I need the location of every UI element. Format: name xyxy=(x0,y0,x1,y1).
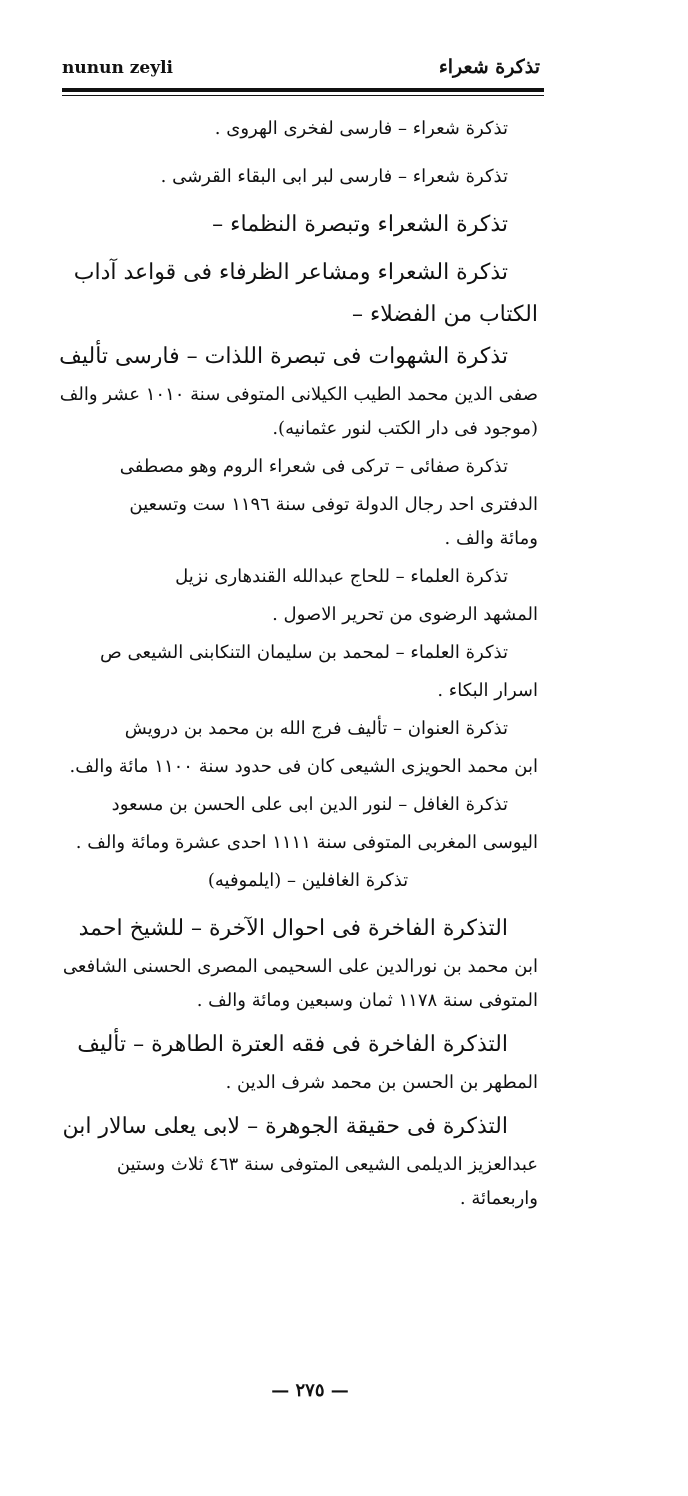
header-rule-thin xyxy=(62,95,544,96)
entries-list xyxy=(59,108,538,1216)
entry-line: تذكرة الشعراء وتبصرة النظماء – xyxy=(212,212,508,237)
entry-line: التذكرة فى حقيقة الجوهرة – لابى يعلى سالار ابن xyxy=(62,1114,508,1139)
entry-line: تذكرة الشعراء ومشاعر الظرفاء فى قواعد آداب xyxy=(73,260,508,285)
entry-line: تذكرة شعراء – فارسى لبر ابى البقاء القرشى . xyxy=(160,166,508,187)
page-number: — ٢٧٥ — xyxy=(271,1380,349,1401)
header-rule xyxy=(62,88,544,92)
entry-line: التذكرة الفاخرة فى فقه العترة الطاهرة – تأليف xyxy=(77,1032,508,1057)
entry-line: التذكرة الفاخرة فى احوال الآخرة – للشيخ احمد xyxy=(78,916,508,941)
entry-line: الكتاب من الفضلاء – xyxy=(351,302,538,327)
entry-line: تذكرة الغافل – لنور الدين ابى على الحسن بن مسعود xyxy=(111,794,508,815)
entry-line: تذكرة العلماء – لمحمد بن سليمان التنكابنى الشيعى ص xyxy=(100,642,508,663)
entry-line: المتوفى سنة ١١٧٨ ثمان وسبعين ومائة والف . xyxy=(196,990,538,1011)
entry-line: المشهد الرضوى من تحرير الاصول . xyxy=(272,604,538,625)
entry-line: اليوسى المغربى المتوفى سنة ١١١١ احدى عشرة ومائة والف . xyxy=(75,832,538,853)
entry-line: تذكرة العنوان – تأليف فرج الله بن محمد بن درويش xyxy=(124,718,508,739)
entry-line: ابن محمد الحويزى الشيعى كان فى حدود سنة ١١٠٠ مائة والف. xyxy=(69,756,538,777)
entry-line: تذكرة الغافلين – (ايلموفيه) xyxy=(207,870,409,891)
header-right-title: تذكرة شعراء xyxy=(438,56,540,78)
entry-line: ومائة والف . xyxy=(444,528,538,549)
entry-line: تذكرة صفائى – تركى فى شعراء الروم وهو مصطفى xyxy=(119,456,508,477)
entry-line: (موجود فى دار الكتب لنور عثمانيه). xyxy=(272,418,538,439)
entry-line: الدفترى احد رجال الدولة توفى سنة ١١٩٦ ست وتسعين xyxy=(129,494,538,515)
entry-line: تذكرة العلماء – للحاج عبدالله القندهارى نزيل xyxy=(175,566,508,587)
entry-line: المطهر بن الحسن بن محمد شرف الدين . xyxy=(225,1072,538,1093)
entry-line: صفى الدين محمد الطيب الكيلانى المتوفى سنة ١٠١٠ عشر والف xyxy=(59,384,538,405)
entry-line: تذكرة الشهوات فى تبصرة اللذات – فارسى تأليف xyxy=(59,344,508,369)
entry-line: عبدالعزيز الديلمى الشيعى المتوفى سنة ٤٦٣ ثلاث وستين xyxy=(116,1154,538,1175)
entry-line: تذكرة شعراء – فارسى لفخرى الهروى . xyxy=(214,118,508,139)
entry-line: ابن محمد بن نورالدين على السحيمى المصرى الحسنى الشافعى xyxy=(62,956,538,977)
entry-line: واربعمائة . xyxy=(459,1188,538,1209)
entry-line: اسرار البكاء . xyxy=(437,680,538,701)
header-left-title: nunun zeyli xyxy=(62,58,173,78)
